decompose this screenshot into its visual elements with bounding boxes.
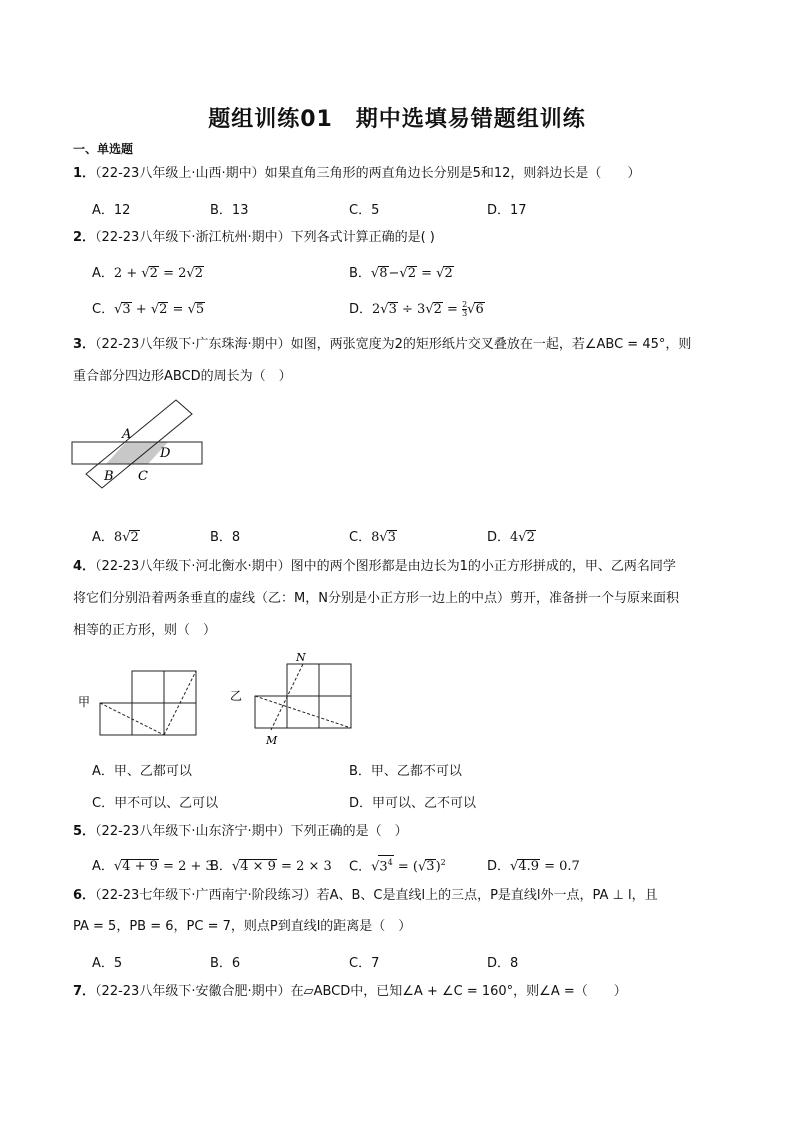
option-d[interactable]: D．17 (487, 203, 527, 218)
question-number: 7． (73, 984, 96, 999)
question-source: （22-23八年级下·河北衡水·期中） (95, 559, 291, 574)
option-d[interactable]: D．甲可以、乙不可以 (349, 796, 477, 811)
question-text: 下列各式计算正确的是( ) (290, 230, 435, 245)
question-source: （22-23七年级下·广西南宁·阶段练习） (95, 888, 317, 903)
option-b[interactable]: B．√8−√2 = √2 (349, 266, 453, 281)
overlap-region (106, 442, 168, 464)
question-7 (73, 982, 627, 1002)
question-number: 1． (73, 166, 96, 181)
option-a[interactable]: A．√4 + 9 = 2 + 3 (92, 859, 214, 874)
option-a[interactable]: A．5 (92, 956, 123, 971)
section-heading: 一、单选题 (73, 142, 134, 156)
crossed-strips-figure (70, 398, 210, 490)
fraction: $\frac{2}{3}$ (462, 300, 468, 318)
question-4-line3: 相等的正方形，则（ ） (73, 623, 217, 638)
question-source: （22-23八年级下·安徽合肥·期中） (95, 984, 291, 999)
question-text: 图中的两个图形都是由边长为1的小正方形拼成的，甲、乙两名同学 (290, 559, 676, 574)
question-number: 3． (73, 337, 96, 352)
question-text: 在▱ABCD中，已知∠A + ∠C = 160°，则∠A =（ ） (290, 984, 627, 999)
point-c-label: C (138, 469, 148, 484)
question-6-line2: PA = 5，PB = 6，PC = 7，则点P到直线l的距离是（ ） (73, 919, 412, 934)
option-c[interactable]: C．5 (349, 203, 380, 218)
question-source: （22-23八年级下·浙江杭州·期中） (95, 230, 291, 245)
page-title: 题组训练01 期中选填易错题组训练 (208, 107, 586, 132)
option-b[interactable]: B．8 (210, 530, 241, 545)
question-text: 下列正确的是（ ） (290, 824, 408, 839)
option-d[interactable]: D．2√3 ÷ 3√2 = $\frac{2}{3}$ √6 (349, 300, 484, 318)
question-number: 2． (73, 230, 96, 245)
point-a-label: A (122, 427, 132, 442)
question-number: 6． (73, 888, 96, 903)
question-5 (73, 822, 408, 842)
option-a[interactable]: A．12 (92, 203, 131, 218)
question-number: 5． (73, 824, 96, 839)
question-2 (73, 228, 435, 248)
option-d[interactable]: D．4√2 (487, 530, 535, 545)
option-b[interactable]: B．13 (210, 203, 249, 218)
question-4 (73, 557, 676, 577)
question-source: （22-23八年级下·广东珠海·期中） (95, 337, 291, 352)
question-number: 4． (73, 559, 96, 574)
question-source: （22-23八年级上·山西·期中） (95, 166, 265, 181)
option-c[interactable]: C．8√3 (349, 530, 396, 545)
option-c[interactable]: C．甲不可以、乙可以 (92, 796, 219, 811)
point-m-label: M (266, 734, 278, 747)
question-text: 如果直角三角形的两直角边长分别是5和12，则斜边长是（ ） (264, 166, 641, 181)
option-b[interactable]: B．6 (210, 956, 241, 971)
figure-yi-label: 乙 (230, 689, 243, 703)
question-4-line2: 将它们分别沿着两条垂直的虚线（乙：M，N分别是小正方形一边上的中点）剪开，准备拼一个与原来面积 (73, 591, 679, 606)
option-c[interactable]: C．$√3^4 = (√3)^2$ (349, 855, 446, 874)
point-n-label: N (296, 651, 306, 664)
option-d[interactable]: D．8 (487, 956, 519, 971)
figure-yi (228, 650, 358, 748)
question-text: 如图，两张宽度为2的矩形纸片交叉叠放在一起，若∠ABC = 45°，则 (290, 337, 692, 352)
option-a[interactable]: A．8√2 (92, 530, 139, 545)
figure-jia (76, 668, 202, 738)
question-source: （22-23八年级下·山东济宁·期中） (95, 824, 291, 839)
question-text: 若A、B、C是直线l上的三点，P是直线l外一点，PA ⊥ l，且 (316, 888, 658, 903)
question-6 (73, 886, 658, 906)
question-1 (73, 164, 640, 184)
point-d-label: D (160, 446, 171, 461)
question-3 (73, 335, 691, 355)
point-b-label: B (104, 469, 114, 484)
option-b[interactable]: B．甲、乙都不可以 (349, 764, 462, 779)
option-b[interactable]: B．√4 × 9 = 2 × 3 (210, 859, 332, 874)
option-d[interactable]: D．√4.9 = 0.7 (487, 859, 580, 874)
option-a[interactable]: A．2 + √2 = 2√2 (92, 266, 203, 281)
option-c[interactable]: C．7 (349, 956, 380, 971)
option-c[interactable]: C．√3 + √2 = √5 (92, 302, 205, 317)
question-3-line2: 重合部分四边形ABCD的周长为（ ） (73, 369, 292, 384)
option-a[interactable]: A．甲、乙都可以 (92, 764, 192, 779)
figure-jia-label: 甲 (78, 695, 91, 709)
